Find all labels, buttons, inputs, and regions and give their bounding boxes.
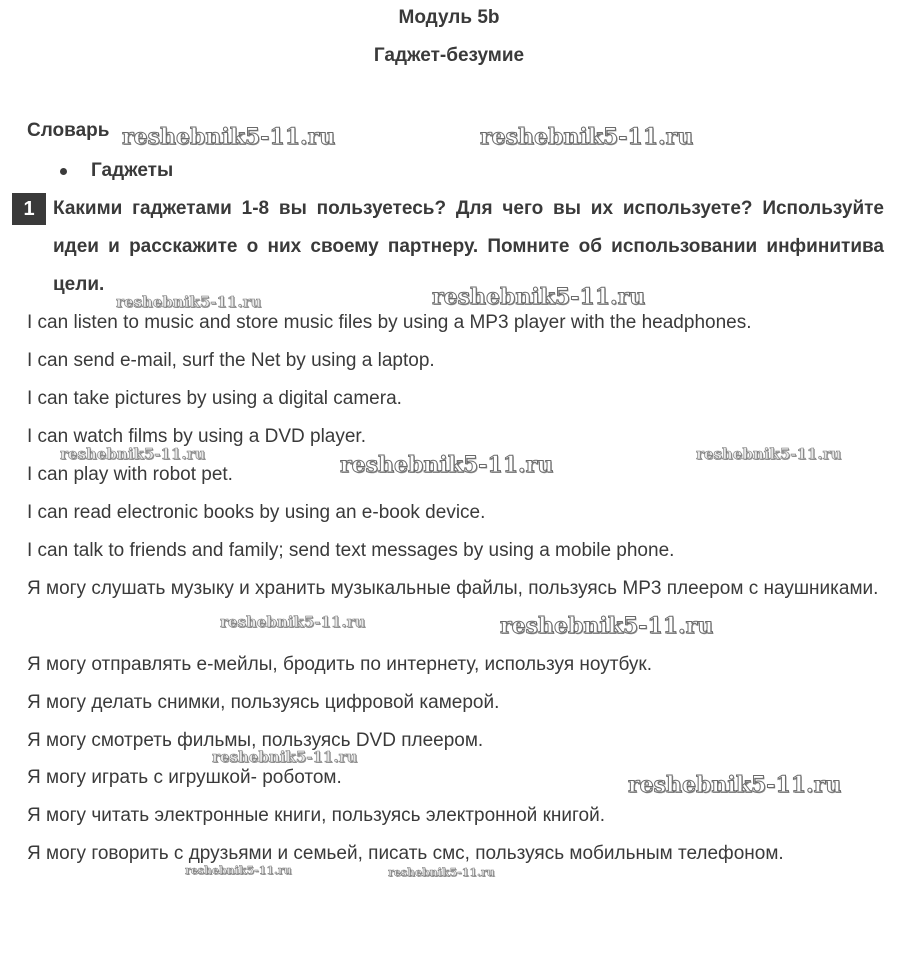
watermark: reshebnik5-11.ru: [116, 293, 262, 311]
watermark: reshebnik5-11.ru: [696, 445, 842, 463]
russian-line-6: Я могу читать электронные книги, пользуясь электронной книгой.: [27, 805, 605, 826]
watermark: reshebnik5-11.ru: [212, 748, 358, 766]
bullet-label: Гаджеты: [91, 160, 174, 181]
bullet-item: [60, 160, 173, 182]
english-line-6: I can read electronic books by using an e-book device.: [27, 502, 486, 523]
english-line-2: I can send e-mail, surf the Net by using a laptop.: [27, 350, 435, 371]
watermark: reshebnik5-11.ru: [500, 613, 714, 639]
english-line-1: I can listen to music and store music files by using a MP3 player with the headphones.: [27, 312, 752, 333]
exercise-number-badge: 1: [12, 193, 46, 225]
russian-line-1: Я могу слушать музыку и хранить музыкальные файлы, пользуясь MP3 плеером с наушниками.: [27, 578, 879, 599]
watermark: reshebnik5-11.ru: [480, 124, 694, 150]
watermark: reshebnik5-11.ru: [388, 866, 495, 879]
english-line-3: I can take pictures by using a digital camera.: [27, 388, 402, 409]
russian-line-7: Я могу говорить с друзьями и семьей, писать смс, пользуясь мобильным телефоном.: [27, 843, 784, 864]
watermark: reshebnik5-11.ru: [60, 445, 206, 463]
exercise-instruction: Какими гаджетами 1-8 вы пользуетесь? Для чего вы их используете? Используйте идеи и расскажите о них своему партнеру. Помните об использовании инфинитива цели.: [53, 198, 884, 295]
russian-line-3: Я могу делать снимки, пользуясь цифровой камерой.: [27, 692, 500, 713]
section-heading: Словарь: [27, 120, 110, 141]
watermark: reshebnik5-11.ru: [220, 613, 366, 631]
english-line-5: I can play with robot pet.: [27, 464, 233, 485]
watermark: reshebnik5-11.ru: [432, 284, 646, 310]
watermark: reshebnik5-11.ru: [122, 124, 336, 150]
watermark: reshebnik5-11.ru: [340, 452, 554, 478]
english-line-4: I can watch films by using a DVD player.: [27, 426, 366, 447]
page-subtitle: Гаджет-безумие: [373, 45, 525, 66]
russian-line-4: Я могу смотреть фильмы, пользуясь DVD плеером.: [27, 730, 484, 751]
russian-line-2: Я могу отправлять е-мейлы, бродить по интернету, используя ноутбук.: [27, 654, 652, 675]
watermark: reshebnik5-11.ru: [628, 772, 842, 798]
watermark: reshebnik5-11.ru: [185, 864, 292, 877]
bullet-dot-icon: [60, 168, 67, 175]
page-title: Модуль 5b: [398, 7, 500, 28]
english-line-7: I can talk to friends and family; send text messages by using a mobile phone.: [27, 540, 675, 561]
russian-line-5: Я могу играть с игрушкой- роботом.: [27, 767, 342, 788]
